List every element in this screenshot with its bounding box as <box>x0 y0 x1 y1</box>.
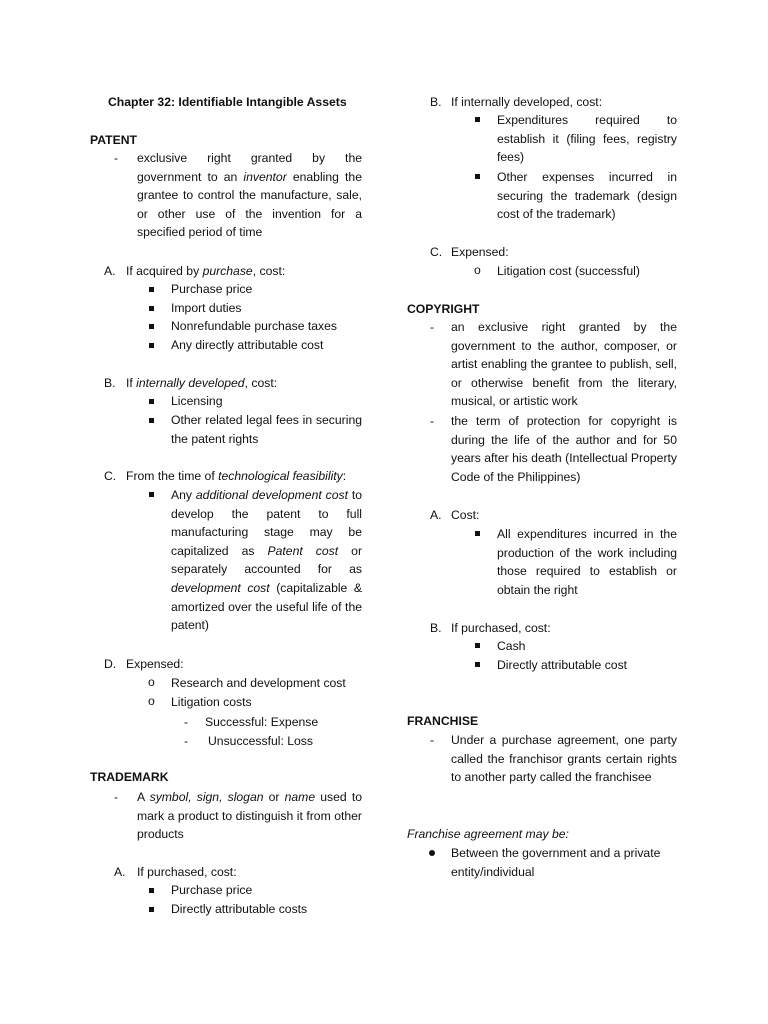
bullet-dot-icon <box>429 850 435 856</box>
list-item: Nonrefundable purchase taxes <box>171 319 337 333</box>
copyright-definition: an exclusive right granted by the government to the author, composer, or artist enabling the grantee to publish, sell, or otherwise benefit from the literary, musical, or artistic work <box>451 320 677 409</box>
dash-marker: - <box>114 151 119 165</box>
patent-heading: PATENT <box>90 133 137 147</box>
patent-a-letter: A. <box>104 264 116 278</box>
list-item: Unsuccessful: Loss <box>208 734 313 748</box>
bullet-square-icon <box>475 643 480 648</box>
bullet-square-icon <box>149 418 154 423</box>
list-item: Litigation cost (successful) <box>497 264 640 278</box>
patent-c-label: From the time of technological feasibility: <box>126 469 347 483</box>
trademark-c-label: Expensed: <box>451 245 509 259</box>
dash-marker: - <box>114 790 119 804</box>
list-item: All expenditures incurred in the production of the work including those required to establish or obtain the right <box>497 527 677 597</box>
patent-definition: exclusive right granted by the government to an inventor enabling the grantee to control the manufacture, sale, or other use of the invention for a specified period of time <box>137 151 362 240</box>
trademark-heading: TRADEMARK <box>90 770 169 784</box>
patent-a-label: If acquired by purchase, cost: <box>126 264 286 278</box>
bullet-square-icon <box>149 888 154 893</box>
list-item: Import duties <box>171 301 242 315</box>
list-item: Cash <box>497 639 526 653</box>
copyright-a-label: Cost: <box>451 508 480 522</box>
bullet-circle-icon: o <box>474 263 481 277</box>
bullet-square-icon <box>475 531 480 536</box>
list-item: Other related legal fees in securing the patent rights <box>171 413 362 446</box>
list-item: Successful: Expense <box>205 715 319 729</box>
dash-marker: - <box>184 734 189 748</box>
list-item: Expenditures required to establish it (filing fees, registry fees) <box>497 113 677 165</box>
franchise-definition: Under a purchase agreement, one party called the franchisor grants certain rights to another party called the franchisee <box>451 733 677 785</box>
patent-c-letter: C. <box>104 469 117 483</box>
list-item: Directly attributable costs <box>171 902 308 916</box>
bullet-square-icon <box>149 399 154 404</box>
trademark-a-letter: A. <box>114 865 126 879</box>
patent-d-letter: D. <box>104 657 117 671</box>
page-title: Chapter 32: Identifiable Intangible Assets <box>108 95 347 109</box>
franchise-agreement-label: Franchise agreement may be: <box>407 827 569 841</box>
list-item: Licensing <box>171 394 223 408</box>
bullet-square-icon <box>149 492 154 497</box>
trademark-c-letter: C. <box>430 245 443 259</box>
copyright-heading: COPYRIGHT <box>407 302 480 316</box>
trademark-definition: A symbol, sign, slogan or name used to mark a product to distinguish it from other products <box>137 790 362 842</box>
list-item: Any additional development cost to develop the patent to full manufacturing stage may be capitalized as Patent cost or separately accounted for as development cost (capitalizable & amortized over the useful life of the patent) <box>171 488 363 633</box>
copyright-b-letter: B. <box>430 621 442 635</box>
copyright-term: the term of protection for copyright is during the life of the author and for 50 years after his death (Intellectual Property Code of the Philippines) <box>451 414 677 484</box>
list-item: Litigation costs <box>171 695 252 709</box>
patent-b-letter: B. <box>104 376 116 390</box>
franchise-heading: FRANCHISE <box>407 714 479 728</box>
copyright-b-label: If purchased, cost: <box>451 621 551 635</box>
list-item: Between the government and a private entity/individual <box>451 846 661 879</box>
dash-marker: - <box>184 715 189 729</box>
list-item: Directly attributable cost <box>497 658 628 672</box>
bullet-square-icon <box>149 306 154 311</box>
patent-b-label: If internally developed, cost: <box>126 376 278 390</box>
trademark-b-label: If internally developed, cost: <box>451 95 603 109</box>
copyright-a-letter: A. <box>430 508 442 522</box>
bullet-square-icon <box>149 324 154 329</box>
dash-marker: - <box>430 320 435 334</box>
list-item: Purchase price <box>171 282 253 296</box>
bullet-square-icon <box>475 662 480 667</box>
bullet-square-icon <box>149 343 154 348</box>
list-item: Research and development cost <box>171 676 346 690</box>
patent-d-label: Expensed: <box>126 657 184 671</box>
bullet-circle-icon: o <box>148 694 155 708</box>
bullet-square-icon <box>149 907 154 912</box>
bullet-square-icon <box>475 174 480 179</box>
list-item: Other expenses incurred in securing the trademark (design cost of the trademark) <box>497 170 677 222</box>
trademark-a-label: If purchased, cost: <box>137 865 237 879</box>
dash-marker: - <box>430 733 435 747</box>
trademark-b-letter: B. <box>430 95 442 109</box>
bullet-circle-icon: o <box>148 675 155 689</box>
bullet-square-icon <box>475 117 480 122</box>
bullet-square-icon <box>149 287 154 292</box>
list-item: Purchase price <box>171 883 253 897</box>
list-item: Any directly attributable cost <box>171 338 324 352</box>
dash-marker: - <box>430 414 435 428</box>
